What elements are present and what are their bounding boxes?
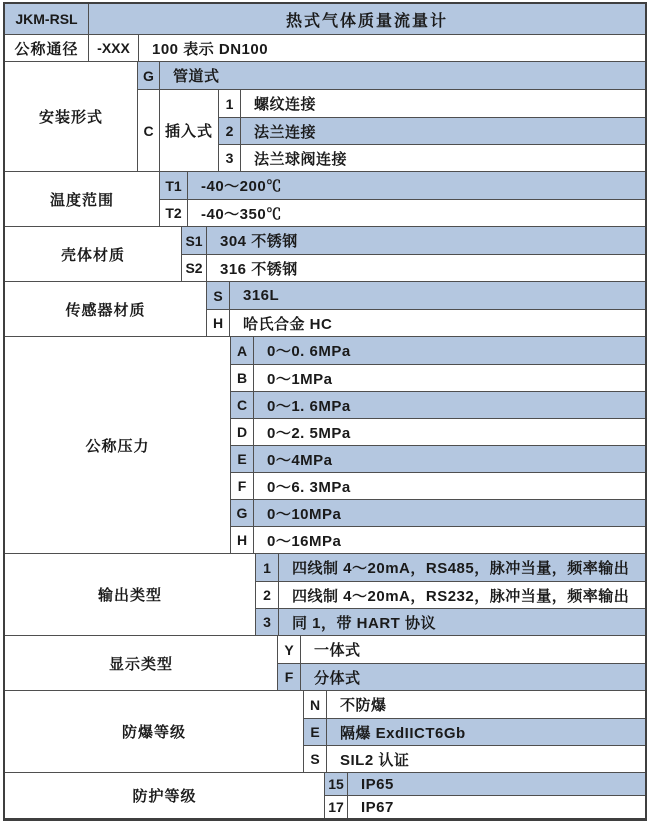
option-code: 17 bbox=[328, 799, 344, 815]
option-code: S bbox=[207, 282, 229, 309]
option-row bbox=[325, 773, 645, 795]
section-label: 防护等级 bbox=[132, 788, 197, 805]
option-row bbox=[160, 199, 645, 226]
option-row bbox=[256, 554, 645, 581]
option-code: B bbox=[236, 370, 248, 386]
option-desc: IP67 bbox=[347, 796, 645, 818]
section-label: 显示类型 bbox=[108, 655, 173, 673]
section-output bbox=[5, 553, 645, 635]
option-desc: IP65 bbox=[347, 773, 645, 795]
option-code: G bbox=[138, 62, 159, 89]
dn-label: 公称通径 bbox=[14, 40, 79, 58]
option-row bbox=[231, 445, 645, 472]
option-desc: 同 1，带 HART 协议 bbox=[278, 609, 645, 635]
section-explosion bbox=[5, 690, 645, 772]
section-housing bbox=[5, 226, 645, 281]
option-desc: 法兰连接 bbox=[240, 118, 645, 144]
option-row bbox=[231, 499, 645, 526]
option-desc: 0～0. 6MPa bbox=[253, 337, 645, 364]
section-label: 壳体材质 bbox=[60, 246, 125, 264]
option-row bbox=[219, 90, 645, 117]
option-code: C bbox=[231, 392, 253, 418]
model-code: JKM-RSL bbox=[5, 4, 88, 34]
option-desc: -40～200℃ bbox=[187, 172, 645, 199]
option-row bbox=[304, 745, 645, 772]
option-row bbox=[182, 227, 645, 254]
insert-code: C bbox=[143, 122, 154, 139]
dn-desc: 100 表示 DN100 bbox=[138, 35, 645, 61]
option-row bbox=[207, 282, 645, 309]
section-display bbox=[5, 635, 645, 690]
section-temperature bbox=[5, 171, 645, 226]
option-code: S bbox=[310, 751, 320, 767]
option-code: N bbox=[309, 696, 321, 713]
option-row bbox=[231, 391, 645, 418]
option-desc: 0～1. 6MPa bbox=[253, 392, 645, 418]
option-row bbox=[256, 608, 645, 635]
option-desc: 316L bbox=[229, 282, 645, 309]
option-desc: 隔爆 ExdIICT6Gb bbox=[326, 719, 645, 745]
option-row bbox=[325, 795, 645, 818]
option-desc: 四线制 4～20mA，RS485，脉冲当量，频率输出 bbox=[278, 554, 645, 581]
option-row bbox=[219, 117, 645, 144]
option-code: S1 bbox=[182, 227, 206, 254]
option-code: 15 bbox=[325, 773, 347, 795]
option-code: 1 bbox=[225, 95, 234, 112]
option-row bbox=[304, 718, 645, 745]
option-row bbox=[138, 62, 645, 89]
option-code: 3 bbox=[225, 150, 234, 166]
header-row bbox=[5, 4, 645, 34]
option-desc: 304 不锈钢 bbox=[206, 227, 645, 254]
option-row bbox=[256, 581, 645, 608]
option-row bbox=[231, 472, 645, 499]
section-label: 传感器材质 bbox=[65, 301, 146, 319]
option-code: F bbox=[237, 478, 247, 494]
section-install bbox=[5, 61, 645, 171]
section-pressure bbox=[5, 336, 645, 553]
option-row bbox=[278, 663, 645, 690]
option-code: Y bbox=[284, 641, 294, 658]
option-row bbox=[160, 172, 645, 199]
option-code: T2 bbox=[165, 205, 182, 221]
table-title: 热式气体质量流量计 bbox=[88, 4, 645, 34]
option-row bbox=[207, 309, 645, 336]
section-protection bbox=[5, 772, 645, 818]
option-desc: SIL2 认证 bbox=[326, 746, 645, 772]
option-desc: -40～350℃ bbox=[187, 200, 645, 226]
option-code: F bbox=[278, 664, 300, 690]
option-row bbox=[278, 636, 645, 663]
section-label: 公称压力 bbox=[85, 437, 150, 455]
option-desc: 哈氏合金 HC bbox=[229, 310, 645, 336]
insert-name: 插入式 bbox=[159, 90, 218, 171]
option-desc: 不防爆 bbox=[326, 691, 645, 718]
section-label: 温度范围 bbox=[49, 191, 114, 209]
section-label: 输出类型 bbox=[97, 587, 162, 604]
option-desc: 316 不锈钢 bbox=[206, 255, 645, 281]
option-desc: 分体式 bbox=[300, 664, 645, 690]
option-desc: 一体式 bbox=[300, 636, 645, 663]
option-row bbox=[231, 418, 645, 445]
option-code: 2 bbox=[263, 587, 271, 603]
option-code: T1 bbox=[160, 172, 187, 199]
option-row bbox=[219, 144, 645, 171]
option-desc: 0～4MPa bbox=[253, 446, 645, 472]
option-row bbox=[182, 254, 645, 281]
option-code: 2 bbox=[219, 118, 240, 144]
ordering-code-table bbox=[3, 2, 647, 821]
dn-code: -XXX bbox=[88, 35, 138, 61]
option-desc: 四线制 4～20mA，RS232，脉冲当量，频率输出 bbox=[278, 582, 645, 608]
section-sensor bbox=[5, 281, 645, 336]
option-code: D bbox=[236, 424, 248, 440]
dn-row bbox=[5, 34, 645, 61]
option-code: H bbox=[236, 532, 248, 548]
option-desc: 0～6. 3MPa bbox=[253, 473, 645, 499]
option-code: E bbox=[304, 719, 326, 745]
option-code: H bbox=[212, 315, 224, 331]
option-desc: 0～2. 5MPa bbox=[253, 419, 645, 445]
insert-block bbox=[138, 89, 645, 171]
section-label: 防爆等级 bbox=[121, 724, 186, 741]
section-label: 安装形式 bbox=[38, 109, 103, 126]
option-row bbox=[231, 364, 645, 391]
option-desc: 螺纹连接 bbox=[240, 90, 645, 117]
option-code: G bbox=[231, 500, 253, 526]
option-code: S2 bbox=[185, 260, 203, 276]
option-code: 3 bbox=[256, 609, 278, 635]
option-row bbox=[231, 526, 645, 553]
option-desc: 管道式 bbox=[159, 62, 645, 89]
option-code: A bbox=[231, 337, 253, 364]
option-row bbox=[231, 337, 645, 364]
option-desc: 法兰球阀连接 bbox=[240, 145, 645, 171]
option-desc: 0～16MPa bbox=[253, 527, 645, 553]
option-code: E bbox=[231, 446, 253, 472]
option-row bbox=[304, 691, 645, 718]
option-code: 1 bbox=[256, 554, 278, 581]
option-desc: 0～10MPa bbox=[253, 500, 645, 526]
option-desc: 0～1MPa bbox=[253, 365, 645, 391]
